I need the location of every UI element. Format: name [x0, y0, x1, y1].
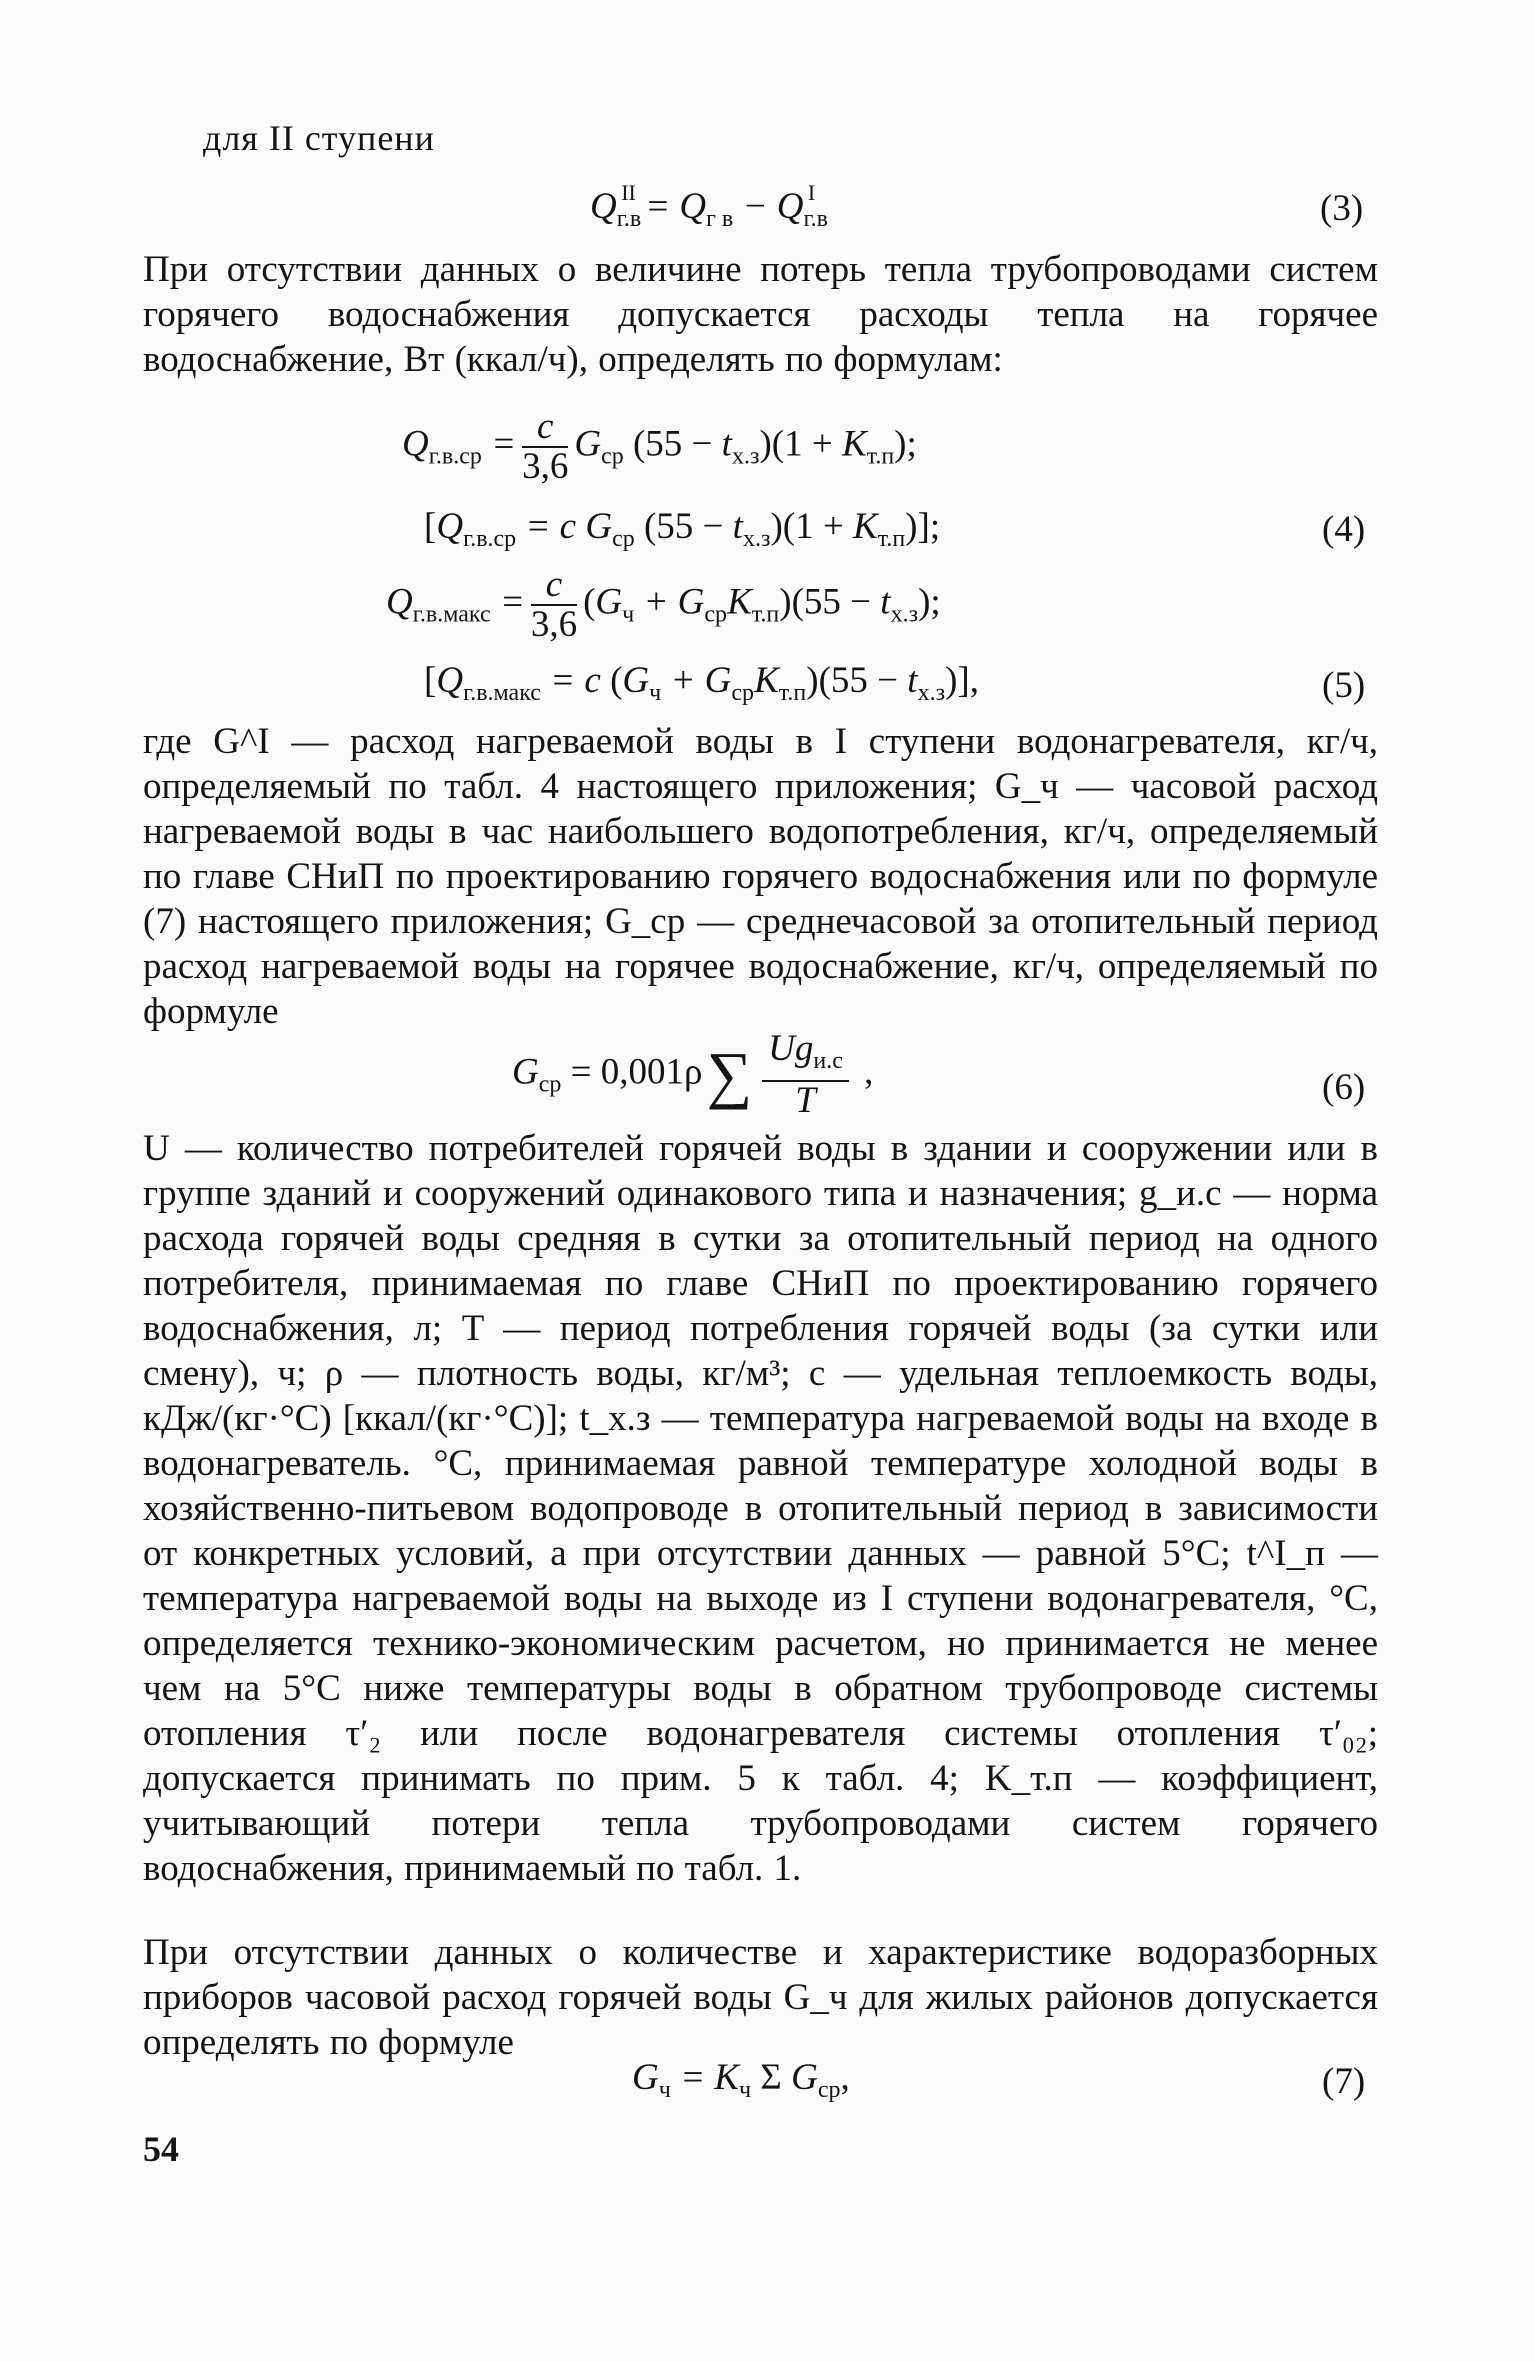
formula-4-line-b: [$Q_{г.в.ср} = c$ $G_{ср}$ $(55 - t_{х.з})(1 + K_{т.п})$];: [424, 506, 941, 552]
page-number: 54: [143, 2129, 179, 2169]
formula-7: $G_ч = K_ч$ Σ $G_{ср}$,: [632, 2057, 850, 2103]
paragraph-where: где G^I — расход нагреваемой воды в I ступени водонагревателя, кг/ч, определяемый по табл. 4 настоящего приложения; G_ч — часовой расход нагреваемой воды в час наибольшего водопотребления, кг/ч, определяемый по главе СНиП по проектированию горячего водоснабжения или по формуле (7) настоящего приложения; G_ср — среднечасовой за отопительный период расход нагреваемой воды на горячее водоснабжение, кг/ч, определяемый по формуле: [143, 721, 1378, 1032]
formula-4-line-a: $Q_{г.в.ср}$ = $\frac{c}{3,6}$ $G_{ср}$ $(55 - t_{х.з})(1 + K_{т.п})$;: [402, 406, 917, 487]
equation-number-5: (5): [1322, 665, 1366, 706]
equation-number-7: (7): [1322, 2061, 1366, 2102]
paragraph-hourly-flow: При отсутствии данных о количестве и характеристике водоразборных приборов часовой расход горячей воды G_ч для жилых районов допускается определять по формуле: [143, 1932, 1378, 2063]
paragraph-intro: При отсутствии данных о величине потерь тепла трубопроводами систем горячего водоснабжения допускается расходы тепла на горячее водоснабжение, Вт (ккал/ч), определять по формулам:: [143, 249, 1378, 380]
formula-5-line-a: $Q_{г.в.макс}$ = $\frac{c}{3,6}$ $(G_ч + G_{ср}K_{т.п})(55 - t_{х.з})$;: [386, 564, 941, 645]
formula-6: $G_{ср} = 0,001\rho\sum$ $\frac{Ug_{и.с}}{T}$ ,: [512, 1028, 874, 1121]
formula-5-line-b: [$Q_{г.в.макс} = c$ $(G_ч + G_{ср}K_{т.п})(55 - t_{х.з})$],: [424, 660, 979, 706]
paragraph-definitions: U — количество потребителей горячей воды в здании и сооружении или в группе зданий и сооружений одинакового типа и назначения; g_и.с — норма расхода горячей воды средняя в сутки за отопительный период на одного потребителя, принимаемая по главе СНиП по проектированию горячего водоснабжения, л; T — период потребления горячей воды (за сутки или смену), ч; ρ — плотность воды, кг/м³; c — удельная теплоемкость воды, кДж/(кг·°С) [ккал/(кг·°С)]; t_х.з — температура нагреваемой воды на входе в водонагреватель. °С, принимаемая равной температуре холодной воды в хозяйственно-питьевом водопроводе в отопительный период в зависимости от конкретных условий, а при отсутствии данных — равной 5°С; t^I_п — температура нагреваемой воды на выходе из I ступени водонагревателя, °С, определяется технико-экономическим расчетом, но принимается не менее чем на 5°С ниже температуры воды в обратном трубопроводе системы отопления τ′₂ или после водонагревателя системы отопления τ′₀₂; допускается принимать по прим. 5 к табл. 4; K_т.п — коэффициент, учитывающий потери тепла трубопроводами систем горячего водоснабжения, принимаемый по табл. 1.: [143, 1128, 1378, 1889]
section-header: для II ступени: [203, 118, 435, 158]
equation-number-4: (4): [1322, 509, 1366, 550]
equation-number-3: (3): [1320, 188, 1364, 229]
equation-number-6: (6): [1322, 1067, 1366, 1108]
formula-3: $Q_{г.в}^{II} = Q_{г в} - Q_{г.в}^I$: [590, 180, 828, 232]
